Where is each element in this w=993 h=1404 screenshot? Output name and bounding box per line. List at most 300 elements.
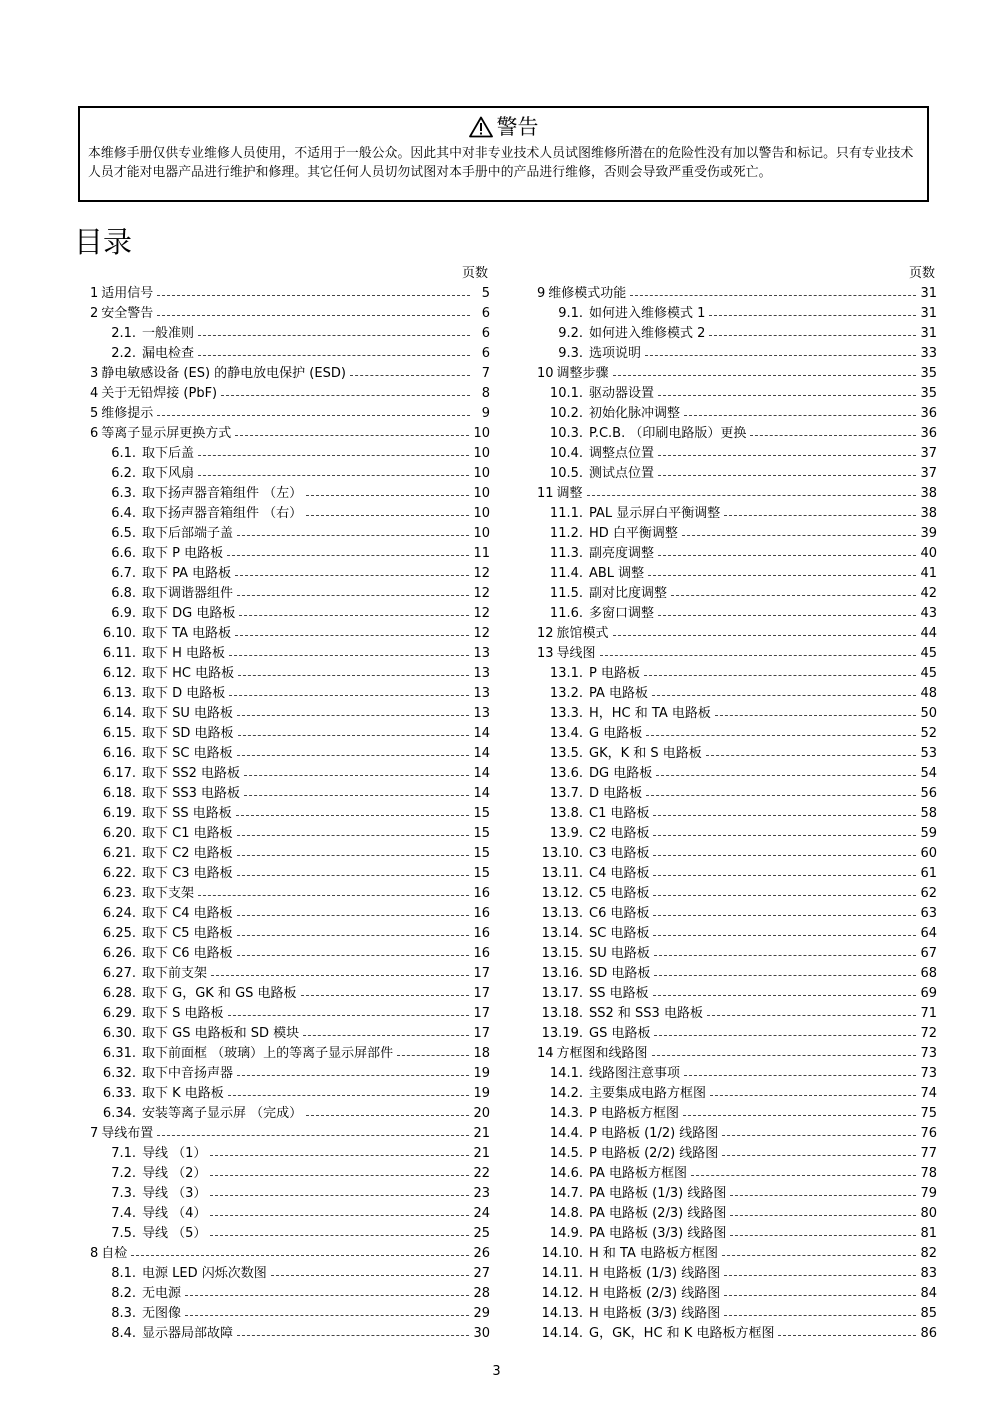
toc-entry-page: 14 — [473, 786, 490, 801]
toc-entry-label: C4 电路板 — [589, 866, 650, 881]
toc-entry[interactable] — [90, 1044, 490, 1064]
toc-entry-label: G，GK，HC 和 K 电路板方框图 — [589, 1326, 775, 1341]
toc-entry-number: 13.8. — [549, 806, 583, 821]
toc-entry[interactable] — [90, 1224, 490, 1244]
toc-entry[interactable] — [537, 364, 937, 384]
dot-leader — [185, 1315, 469, 1316]
toc-entry[interactable] — [537, 1224, 937, 1244]
toc-entry-page: 31 — [920, 306, 937, 321]
toc-entry-number: 13.11. — [541, 866, 583, 881]
toc-entry-page: 5 — [481, 286, 490, 301]
toc-entry-page: 10 — [473, 506, 490, 521]
toc-entry[interactable] — [537, 884, 937, 904]
toc-entry-page: 50 — [920, 706, 937, 721]
toc-entry-label: 取下后部端子盖 — [142, 526, 234, 541]
toc-entry[interactable] — [90, 984, 490, 1004]
toc-entry-label: 取下 C6 电路板 — [142, 946, 233, 961]
toc-entry-label: 取下 SC 电路板 — [142, 746, 233, 761]
toc-entry-label: 取下扬声器音箱组件 （左） — [142, 486, 303, 501]
toc-entry-label: SC 电路板 — [589, 926, 650, 941]
toc-entry-label: 安装等离子显示屏 （完成） — [142, 1106, 303, 1121]
toc-entry[interactable] — [537, 1304, 937, 1324]
toc-entry[interactable] — [90, 404, 490, 424]
dot-leader — [221, 395, 470, 396]
toc-entry-page: 10 — [473, 526, 490, 541]
dot-leader — [709, 315, 916, 316]
toc-entry-number: 14.3. — [549, 1106, 583, 1121]
toc-entry-page: 78 — [920, 1166, 937, 1181]
toc-entry-number: 13.2. — [549, 686, 583, 701]
toc-entry[interactable] — [537, 1264, 937, 1284]
dot-leader — [645, 355, 916, 356]
toc-entry[interactable] — [90, 864, 490, 884]
toc-entry-number: 6.30. — [102, 1026, 136, 1041]
toc-entry-number: 6.3. — [111, 486, 136, 501]
toc-entry[interactable] — [90, 744, 490, 764]
toc-entry-number: 13.17. — [541, 986, 583, 1001]
toc-entry[interactable] — [537, 924, 937, 944]
toc-entry[interactable] — [537, 1284, 937, 1304]
toc-entry[interactable] — [90, 844, 490, 864]
dot-leader — [237, 935, 470, 936]
toc-entry-page: 79 — [920, 1186, 937, 1201]
toc-entry[interactable] — [90, 804, 490, 824]
toc-entry-label: 取下 D 电路板 — [142, 686, 226, 701]
dot-leader — [228, 1015, 470, 1016]
toc-entry[interactable] — [90, 504, 490, 524]
dot-leader — [157, 315, 470, 316]
toc-entry-label: PA 电路板 — [589, 686, 649, 701]
toc-entry[interactable] — [90, 1084, 490, 1104]
toc-entry[interactable] — [90, 944, 490, 964]
toc-entry-number: 14.7. — [549, 1186, 583, 1201]
dot-leader — [653, 815, 916, 816]
toc-entry-label: 取下 HC 电路板 — [142, 666, 235, 681]
toc-entry-number: 7.4. — [111, 1206, 136, 1221]
dot-leader — [239, 615, 469, 616]
toc-entry-page: 75 — [920, 1106, 937, 1121]
toc-entry-label: 取下 PA 电路板 — [142, 566, 232, 581]
dot-leader — [198, 895, 469, 896]
toc-entry-page: 59 — [920, 826, 937, 841]
toc-entry-label: 导线 （3） — [142, 1186, 207, 1201]
toc-entry-number: 7.2. — [111, 1166, 136, 1181]
toc-entry-page: 19 — [473, 1066, 490, 1081]
toc-entry-number: 6.31. — [102, 1046, 136, 1061]
toc-entry-label: 导线 （4） — [142, 1206, 207, 1221]
toc-entry-number: 6.1. — [111, 446, 136, 461]
dot-leader — [600, 655, 917, 656]
toc-entry[interactable] — [537, 1184, 937, 1204]
toc-entry-page: 84 — [920, 1286, 937, 1301]
toc-entry[interactable] — [537, 544, 937, 564]
dot-leader — [653, 895, 916, 896]
toc-entry[interactable] — [537, 564, 937, 584]
toc-entry-page: 6 — [481, 326, 490, 341]
toc-entry[interactable] — [90, 284, 490, 304]
toc-entry-page: 7 — [481, 366, 490, 381]
toc-entry[interactable] — [90, 624, 490, 644]
toc-entry[interactable] — [90, 1104, 490, 1124]
toc-entry-page: 67 — [920, 946, 937, 961]
toc-entry[interactable] — [90, 1064, 490, 1084]
toc-entry-label: SU 电路板 — [589, 946, 650, 961]
dot-leader — [210, 1175, 469, 1176]
toc-entry[interactable] — [90, 904, 490, 924]
dot-leader — [301, 995, 470, 996]
toc-entry-label: 导线 （5） — [142, 1226, 207, 1241]
toc-entry-page: 36 — [920, 426, 937, 441]
dot-leader — [658, 395, 916, 396]
toc-entry[interactable] — [90, 1324, 490, 1344]
toc-entry-number: 6.14. — [102, 706, 136, 721]
toc-entry-page: 61 — [920, 866, 937, 881]
toc-entry[interactable] — [90, 1164, 490, 1184]
toc-entry[interactable] — [90, 824, 490, 844]
toc-entry-label: 取下 C3 电路板 — [142, 866, 233, 881]
toc-entry[interactable] — [90, 584, 490, 604]
toc-entry-label: 导线 （1） — [142, 1146, 207, 1161]
dot-leader — [587, 495, 917, 496]
toc-entry[interactable] — [90, 1244, 490, 1264]
toc-entry-number: 5 — [90, 406, 99, 421]
toc-entry-label: 无图像 — [142, 1306, 182, 1321]
toc-entry-number: 13.15. — [541, 946, 583, 961]
toc-entry-page: 13 — [473, 646, 490, 661]
toc-entry[interactable] — [537, 504, 937, 524]
toc-entry[interactable] — [90, 924, 490, 944]
toc-entry[interactable] — [537, 944, 937, 964]
toc-entry-page: 14 — [473, 746, 490, 761]
toc-entry-page: 13 — [473, 686, 490, 701]
toc-entry-label: 测试点位置 — [589, 466, 655, 481]
toc-entry[interactable] — [90, 644, 490, 664]
toc-entry-page: 16 — [473, 926, 490, 941]
toc-entry-page: 15 — [473, 806, 490, 821]
toc-entry-number: 7 — [90, 1126, 99, 1141]
toc-entry-page: 16 — [473, 906, 490, 921]
toc-entry-label: 取下支架 — [142, 886, 195, 901]
toc-entry-number: 13.5. — [549, 746, 583, 761]
toc-entry-number: 11.1. — [549, 506, 583, 521]
toc-entry[interactable] — [90, 344, 490, 364]
dot-leader — [653, 915, 916, 916]
dot-leader — [211, 975, 469, 976]
toc-entry-number: 14.14. — [541, 1326, 583, 1341]
dot-leader — [238, 675, 469, 676]
toc-entry[interactable] — [90, 1144, 490, 1164]
toc-entry-page: 14 — [473, 766, 490, 781]
toc-entry-number: 6.28. — [102, 986, 136, 1001]
toc-entry[interactable] — [537, 484, 937, 504]
dot-leader — [652, 1055, 917, 1056]
toc-entry[interactable] — [90, 1024, 490, 1044]
toc-entry-label: 主要集成电路方框图 — [589, 1086, 707, 1101]
toc-entry-label: 初始化脉冲调整 — [589, 406, 681, 421]
toc-entry[interactable] — [90, 964, 490, 984]
toc-entry-number: 6.19. — [102, 806, 136, 821]
toc-entry-number: 13.4. — [549, 726, 583, 741]
toc-entry-number: 14.6. — [549, 1166, 583, 1181]
toc-entry[interactable] — [537, 604, 937, 624]
toc-entry[interactable] — [537, 424, 937, 444]
toc-entry-page: 56 — [920, 786, 937, 801]
toc-entry-page: 36 — [920, 406, 937, 421]
toc-entry[interactable] — [537, 744, 937, 764]
toc-entry[interactable] — [90, 384, 490, 404]
toc-entry-number: 13.1. — [549, 666, 583, 681]
dot-leader — [706, 755, 917, 756]
toc-entry-number: 13.16. — [541, 966, 583, 981]
dot-leader — [210, 1195, 469, 1196]
toc-entry[interactable] — [537, 1024, 937, 1044]
dot-leader — [652, 695, 916, 696]
toc-entry-label: C2 电路板 — [589, 826, 650, 841]
toc-entry[interactable] — [537, 624, 937, 644]
toc-entry-page: 81 — [920, 1226, 937, 1241]
toc-entry-number: 7.1. — [111, 1146, 136, 1161]
dot-leader — [671, 595, 916, 596]
toc-entry[interactable] — [537, 664, 937, 684]
toc-entry[interactable] — [537, 1324, 937, 1344]
toc-entry[interactable] — [537, 404, 937, 424]
toc-entry-page: 37 — [920, 466, 937, 481]
toc-entry-page: 17 — [473, 1026, 490, 1041]
dot-leader — [653, 835, 916, 836]
toc-entry-label: C3 电路板 — [589, 846, 650, 861]
dot-leader — [730, 1215, 916, 1216]
toc-entry-label: 驱动器设置 — [589, 386, 655, 401]
toc-entry[interactable] — [537, 764, 937, 784]
toc-entry[interactable] — [537, 684, 937, 704]
toc-entry[interactable] — [90, 544, 490, 564]
dot-leader — [613, 635, 917, 636]
toc-entry-page: 53 — [920, 746, 937, 761]
toc-entry-number: 13.7. — [549, 786, 583, 801]
toc-entry-number: 14.5. — [549, 1146, 583, 1161]
dot-leader — [237, 915, 470, 916]
warning-box — [78, 106, 929, 202]
toc-entry-label: 取下 K 电路板 — [142, 1086, 224, 1101]
toc-entry-page: 24 — [473, 1206, 490, 1221]
dot-leader — [653, 855, 916, 856]
toc-entry[interactable] — [90, 524, 490, 544]
toc-entry-number: 6.9. — [111, 606, 136, 621]
toc-entry[interactable] — [90, 484, 490, 504]
toc-entry-number: 10.4. — [549, 446, 583, 461]
toc-entry[interactable] — [90, 684, 490, 704]
toc-entry[interactable] — [90, 724, 490, 744]
toc-entry-number: 11 — [537, 486, 554, 501]
dot-leader — [648, 575, 916, 576]
toc-entry[interactable] — [90, 1204, 490, 1224]
toc-entry-number: 9.2. — [558, 326, 583, 341]
toc-entry[interactable] — [537, 1204, 937, 1224]
toc-entry-label: SS2 和 SS3 电路板 — [589, 1006, 703, 1021]
toc-entry[interactable] — [537, 384, 937, 404]
toc-entry-page: 71 — [920, 1006, 937, 1021]
dot-leader — [238, 735, 470, 736]
toc-entry-label: D 电路板 — [589, 786, 643, 801]
toc-entry[interactable] — [90, 444, 490, 464]
dot-leader — [630, 295, 916, 296]
toc-entry[interactable] — [537, 584, 937, 604]
toc-entry-label: H 电路板 (2/3) 线路图 — [589, 1286, 721, 1301]
toc-entry-number: 2 — [90, 306, 99, 321]
toc-entry[interactable] — [537, 964, 937, 984]
toc-entry-number: 8.1. — [111, 1266, 136, 1281]
dot-leader — [722, 1155, 916, 1156]
toc-entry[interactable] — [90, 604, 490, 624]
dot-leader — [235, 435, 469, 436]
toc-entry[interactable] — [537, 724, 937, 744]
warning-title: 警告 — [496, 115, 539, 139]
toc-entry[interactable] — [90, 564, 490, 584]
toc-entry[interactable] — [537, 704, 937, 724]
toc-entry[interactable] — [90, 884, 490, 904]
toc-entry[interactable] — [537, 1104, 937, 1124]
toc-entry-number: 10.3. — [549, 426, 583, 441]
toc-entry[interactable] — [90, 304, 490, 324]
toc-entry[interactable] — [90, 324, 490, 344]
toc-entry-page: 39 — [920, 526, 937, 541]
toc-entry[interactable] — [537, 1244, 937, 1264]
toc-entry-label: 维修模式功能 — [548, 286, 627, 301]
toc-entry-label: PA 电路板 (1/3) 线路图 — [589, 1186, 727, 1201]
toc-entry-page: 37 — [920, 446, 937, 461]
toc-entry[interactable] — [537, 644, 937, 664]
toc-entry[interactable] — [537, 1044, 937, 1064]
toc-entry[interactable] — [90, 464, 490, 484]
toc-entry[interactable] — [537, 864, 937, 884]
dot-leader — [715, 715, 917, 716]
toc-entry-page: 11 — [473, 546, 490, 561]
toc-entry[interactable] — [537, 344, 937, 364]
toc-entry-number: 6.5. — [111, 526, 136, 541]
dot-leader — [653, 875, 916, 876]
toc-entry-page: 23 — [473, 1186, 490, 1201]
toc-entry-label: 显示器局部故障 — [142, 1326, 234, 1341]
dot-leader — [653, 995, 917, 996]
toc-entry[interactable] — [537, 1124, 937, 1144]
dot-leader — [198, 475, 469, 476]
toc-entry-label: 取下 DG 电路板 — [142, 606, 236, 621]
toc-entry[interactable] — [537, 1084, 937, 1104]
dot-leader — [157, 295, 470, 296]
dot-leader — [244, 795, 469, 796]
dot-leader — [682, 535, 917, 536]
toc-entry[interactable] — [537, 904, 937, 924]
toc-entry-page: 10 — [473, 446, 490, 461]
toc-entry-page: 85 — [920, 1306, 937, 1321]
toc-entry-number: 8.4. — [111, 1326, 136, 1341]
toc-entry[interactable] — [537, 524, 937, 544]
toc-entry-number: 11.2. — [549, 526, 583, 541]
toc-entry[interactable] — [537, 984, 937, 1004]
toc-entry[interactable] — [90, 784, 490, 804]
toc-entry-label: P 电路板 — [589, 666, 640, 681]
toc-entry-number: 3 — [90, 366, 99, 381]
toc-entry-page: 60 — [920, 846, 937, 861]
toc-column-right — [537, 264, 937, 1344]
toc-entry-number: 13.12. — [541, 886, 583, 901]
dot-leader — [684, 1075, 916, 1076]
toc-entry-label: SD 电路板 — [589, 966, 651, 981]
toc-entry-page: 82 — [920, 1246, 937, 1261]
toc-entry[interactable] — [90, 704, 490, 724]
dot-leader — [724, 1295, 916, 1296]
toc-entry-label: HD 白平衡调整 — [589, 526, 678, 541]
toc-entry-label: 取下 C1 电路板 — [142, 826, 233, 841]
toc-entry-label: 旅馆模式 — [556, 626, 609, 641]
toc-entry-page: 74 — [920, 1086, 937, 1101]
toc-entry[interactable] — [537, 804, 937, 824]
toc-entry[interactable] — [537, 324, 937, 344]
toc-entry[interactable] — [90, 1264, 490, 1284]
toc-entry-number: 14.2. — [549, 1086, 583, 1101]
toc-entry-label: 漏电检查 — [142, 346, 195, 361]
dot-leader — [237, 715, 469, 716]
toc-entry[interactable] — [537, 1064, 937, 1084]
dot-leader — [707, 1015, 917, 1016]
toc-entry-page: 30 — [473, 1326, 490, 1341]
toc-entry[interactable] — [537, 784, 937, 804]
toc-entry[interactable] — [537, 464, 937, 484]
toc-entry[interactable] — [537, 284, 937, 304]
toc-entry[interactable] — [90, 764, 490, 784]
toc-entry-number: 13.19. — [541, 1026, 583, 1041]
toc-entry[interactable] — [90, 424, 490, 444]
toc-entry-label: C5 电路板 — [589, 886, 650, 901]
toc-entry[interactable] — [537, 1004, 937, 1024]
toc-entry-page: 25 — [473, 1226, 490, 1241]
toc-entry[interactable] — [537, 1144, 937, 1164]
toc-entry[interactable] — [90, 1004, 490, 1024]
toc-entry-page: 52 — [920, 726, 937, 741]
toc-entry-page: 8 — [481, 386, 490, 401]
toc-entry-label: 选项说明 — [589, 346, 642, 361]
toc-entry-number: 6.12. — [102, 666, 136, 681]
dot-leader — [350, 375, 470, 376]
toc-entry-page: 10 — [473, 486, 490, 501]
toc-entry[interactable] — [537, 824, 937, 844]
toc-entry-page: 13 — [473, 706, 490, 721]
toc-entry-label: H 和 TA 电路板方框图 — [589, 1246, 718, 1261]
toc-entry-label: ABL 调整 — [589, 566, 645, 581]
toc-entry-number: 6.8. — [111, 586, 136, 601]
toc-entry[interactable] — [90, 664, 490, 684]
dot-leader — [730, 1195, 916, 1196]
dot-leader — [724, 515, 916, 516]
toc-entry[interactable] — [537, 304, 937, 324]
toc-entry-page: 64 — [920, 926, 937, 941]
toc-entry[interactable] — [537, 844, 937, 864]
toc-entry[interactable] — [90, 364, 490, 384]
toc-entry[interactable] — [90, 1124, 490, 1144]
dot-leader — [244, 775, 469, 776]
toc-entry[interactable] — [90, 1304, 490, 1324]
toc-entry-page: 22 — [473, 1166, 490, 1181]
toc-entry[interactable] — [90, 1284, 490, 1304]
toc-entry[interactable] — [90, 1184, 490, 1204]
toc-entry-label: 调整 — [556, 486, 583, 501]
toc-entry-page: 29 — [473, 1306, 490, 1321]
toc-entry-number: 9.3. — [558, 346, 583, 361]
toc-entry[interactable] — [537, 444, 937, 464]
toc-entry-page: 10 — [473, 466, 490, 481]
toc-entry[interactable] — [537, 1164, 937, 1184]
toc-entry-number: 14.4. — [549, 1126, 583, 1141]
